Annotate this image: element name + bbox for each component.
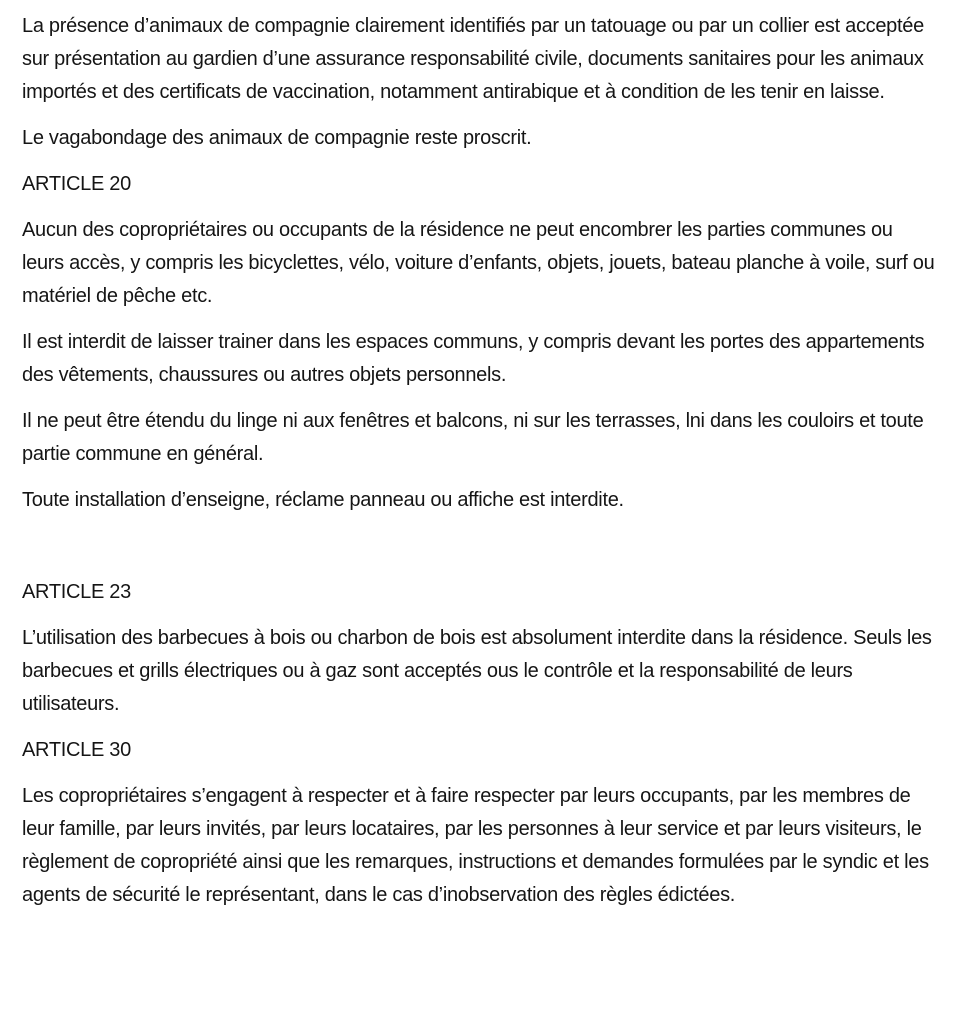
paragraph-engagement-coproprietaires: Les copropriétaires s’engagent à respecter et à faire respecter par leurs occupants, par les membres de leur famille, par leurs invités, par leurs locataires, par les personnes à leur service et par leurs visiteurs, le règlement de copropriété ainsi que les remarques, instructions et demandes formulées par le syndic et les agents de sécurité le représentant, dans le cas d’inobservation des règles édictées. bbox=[22, 785, 929, 906]
paragraph-linge: Il ne peut être étendu du linge ni aux fenêtres et balcons, ni sur les terrasses, lni dans les couloirs et toute partie commune en général. bbox=[22, 410, 924, 465]
paragraph-objets-personnels: Il est interdit de laisser trainer dans les espaces communs, y compris devant les portes des appartements des vêtements, chaussures ou autres objets personnels. bbox=[22, 331, 925, 386]
paragraph-vagabondage: Le vagabondage des animaux de compagnie reste proscrit. bbox=[22, 127, 532, 149]
paragraph-animaux-identification: La présence d’animaux de compagnie clairement identifiés par un tatouage ou par un collier est acceptée sur présentation au gardien d’une assurance responsabilité civile, documents sanitaires pour les animaux importés et des certificats de vaccination, notamment antirabique et à condition de les tenir en laisse. bbox=[22, 15, 924, 103]
empty-paragraph bbox=[22, 530, 937, 563]
paragraph-enseigne: Toute installation d’enseigne, réclame panneau ou affiche est interdite. bbox=[22, 489, 624, 511]
article-heading-23: ARTICLE 23 bbox=[22, 581, 131, 603]
article-heading-20: ARTICLE 20 bbox=[22, 173, 131, 195]
article-heading-30: ARTICLE 30 bbox=[22, 739, 131, 761]
paragraph-encombrement-parties-communes: Aucun des copropriétaires ou occupants de la résidence ne peut encombrer les parties communes ou leurs accès, y compris les bicyclettes, vélo, voiture d’enfants, objets, jouets, bateau planche à voile, surf ou matériel de pêche etc. bbox=[22, 219, 935, 307]
paragraph-barbecues: L’utilisation des barbecues à bois ou charbon de bois est absolument interdite dans la résidence. Seuls les barbecues et grills électriques ou à gaz sont acceptés ous le contrôle et la responsabilité de leurs utilisateurs. bbox=[22, 627, 932, 715]
